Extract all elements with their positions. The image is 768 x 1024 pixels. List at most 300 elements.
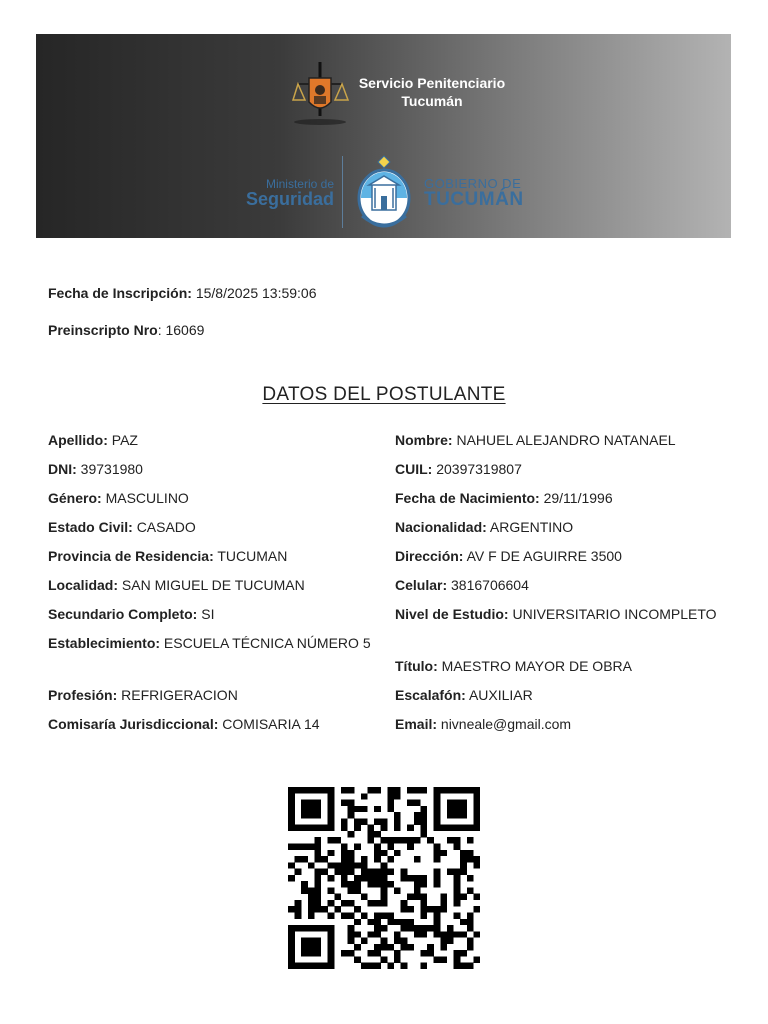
- qr-module: [394, 837, 401, 843]
- qr-module: [447, 800, 454, 806]
- qr-module: [321, 963, 328, 969]
- qr-module: [348, 787, 355, 793]
- field-value: COMISARIA 14: [222, 716, 320, 732]
- field-apellido: [48, 430, 378, 451]
- preregistration-number-value: : 16069: [157, 322, 205, 338]
- qr-module: [467, 787, 474, 793]
- qr-module: [434, 800, 441, 806]
- qr-module: [334, 862, 341, 868]
- qr-module: [374, 869, 381, 875]
- qr-module: [328, 956, 335, 962]
- field-label: Género:: [48, 490, 102, 506]
- qr-module: [321, 906, 328, 912]
- qr-module: [454, 812, 461, 818]
- field-fecha-nacimiento: [395, 488, 725, 509]
- qr-module: [473, 906, 480, 912]
- qr-module: [314, 787, 321, 793]
- qr-module: [440, 944, 447, 950]
- qr-module: [434, 925, 441, 931]
- qr-module: [401, 869, 408, 875]
- field-label: Secundario Completo:: [48, 606, 198, 622]
- qr-module: [301, 787, 308, 793]
- qr-module: [308, 887, 315, 893]
- qr-module: [328, 900, 335, 906]
- logo-divider: [342, 156, 343, 228]
- qr-module: [341, 900, 348, 906]
- qr-module: [295, 869, 302, 875]
- qr-module: [381, 825, 388, 831]
- field-value: AUXILIAR: [468, 687, 533, 703]
- qr-module: [434, 850, 441, 856]
- qr-module: [341, 869, 348, 875]
- qr-module: [401, 925, 408, 931]
- qr-module: [367, 825, 374, 831]
- qr-module: [288, 787, 295, 793]
- qr-module: [295, 913, 302, 919]
- qr-module: [454, 800, 461, 806]
- qr-module: [328, 875, 335, 881]
- qr-module: [314, 825, 321, 831]
- qr-module: [387, 806, 394, 812]
- qr-module: [367, 881, 374, 887]
- qr-module: [348, 806, 355, 812]
- qr-module: [314, 925, 321, 931]
- qr-module: [420, 787, 427, 793]
- qr-module: [473, 818, 480, 824]
- qr-module: [460, 869, 467, 875]
- qr-module: [354, 875, 361, 881]
- qr-module: [394, 818, 401, 824]
- qr-module: [374, 919, 381, 925]
- qr-module: [473, 894, 480, 900]
- qr-module: [361, 875, 368, 881]
- qr-module: [288, 793, 295, 799]
- qr-module: [381, 925, 388, 931]
- qr-module: [434, 906, 441, 912]
- qr-module: [341, 856, 348, 862]
- qr-module: [440, 956, 447, 962]
- qr-module: [334, 837, 341, 843]
- qr-module: [473, 856, 480, 862]
- qr-module: [367, 831, 374, 837]
- qr-module: [460, 862, 467, 868]
- qr-module: [288, 931, 295, 937]
- qr-module: [295, 856, 302, 862]
- qr-module: [454, 887, 461, 893]
- qr-module: [467, 913, 474, 919]
- qr-module: [401, 944, 408, 950]
- qr-module: [361, 963, 368, 969]
- qr-module: [473, 825, 480, 831]
- qr-module: [401, 906, 408, 912]
- qr-module: [328, 963, 335, 969]
- field-value: UNIVERSITARIO INCOMPLETO: [512, 606, 717, 622]
- qr-module: [467, 850, 474, 856]
- qr-module: [314, 856, 321, 862]
- qr-module: [414, 875, 421, 881]
- qr-module: [407, 875, 414, 881]
- field-value: 3816706604: [451, 577, 529, 593]
- qr-module: [387, 787, 394, 793]
- qr-module: [367, 919, 374, 925]
- qr-module: [434, 856, 441, 862]
- qr-module: [447, 931, 454, 937]
- qr-module: [434, 812, 441, 818]
- field-label: Nombre:: [395, 432, 453, 448]
- qr-module: [381, 913, 388, 919]
- qr-module: [414, 812, 421, 818]
- qr-module: [288, 812, 295, 818]
- qr-module: [460, 825, 467, 831]
- qr-module: [328, 950, 335, 956]
- qr-module: [354, 843, 361, 849]
- qr-module: [308, 944, 315, 950]
- qr-module: [341, 950, 348, 956]
- qr-module: [387, 944, 394, 950]
- field-label: Nacionalidad:: [395, 519, 487, 535]
- qr-module: [341, 875, 348, 881]
- qr-module: [467, 925, 474, 931]
- qr-module: [454, 931, 461, 937]
- qr-module: [381, 818, 388, 824]
- field-label: Establecimiento:: [48, 635, 161, 651]
- qr-module: [394, 931, 401, 937]
- qr-module: [381, 944, 388, 950]
- qr-module: [454, 825, 461, 831]
- field-value: TUCUMAN: [217, 548, 288, 564]
- qr-module: [308, 963, 315, 969]
- qr-module: [308, 938, 315, 944]
- qr-module: [420, 818, 427, 824]
- qr-module: [301, 812, 308, 818]
- qr-module: [321, 787, 328, 793]
- qr-module: [314, 875, 321, 881]
- institution-title-line2: Tucumán: [401, 93, 463, 109]
- qr-module: [354, 818, 361, 824]
- qr-module: [288, 818, 295, 824]
- qr-module: [328, 925, 335, 931]
- qr-module: [328, 787, 335, 793]
- qr-module: [407, 837, 414, 843]
- qr-module: [301, 944, 308, 950]
- qr-module: [308, 906, 315, 912]
- qr-module: [301, 950, 308, 956]
- qr-module: [394, 812, 401, 818]
- qr-module: [374, 856, 381, 862]
- qr-module: [401, 919, 408, 925]
- qr-module: [288, 906, 295, 912]
- field-label: Apellido:: [48, 432, 108, 448]
- field-value: nivneale@gmail.com: [440, 716, 572, 732]
- government-label-line2: TUCUMÁN: [424, 189, 524, 210]
- section-title: DATOS DEL POSTULANTE: [262, 384, 506, 405]
- header-banner: [36, 34, 731, 238]
- qr-module: [407, 825, 414, 831]
- field-label: Dirección:: [395, 548, 464, 564]
- qr-module: [447, 869, 454, 875]
- qr-module: [301, 806, 308, 812]
- qr-module: [348, 831, 355, 837]
- qr-module: [454, 956, 461, 962]
- qr-module: [460, 787, 467, 793]
- qr-module: [440, 900, 447, 906]
- qr-module: [321, 869, 328, 875]
- qr-module: [401, 963, 408, 969]
- qr-module: [374, 787, 381, 793]
- qr-module: [354, 931, 361, 937]
- institution-title: [336, 74, 528, 110]
- qr-module: [314, 963, 321, 969]
- ministry-label-line1: Ministerio de: [265, 177, 334, 191]
- qr-module: [387, 881, 394, 887]
- qr-module: [394, 825, 401, 831]
- field-value: CASADO: [136, 519, 196, 535]
- field-value: REFRIGERACION: [121, 687, 238, 703]
- qr-module: [374, 913, 381, 919]
- qr-module: [414, 856, 421, 862]
- qr-module: [374, 900, 381, 906]
- qr-module: [454, 913, 461, 919]
- ministry-label-line2: Seguridad: [245, 189, 334, 209]
- qr-module: [308, 843, 315, 849]
- qr-module: [460, 850, 467, 856]
- qr-module: [328, 837, 335, 843]
- qr-module: [308, 787, 315, 793]
- qr-module: [367, 950, 374, 956]
- qr-module: [374, 950, 381, 956]
- qr-module: [374, 963, 381, 969]
- registration-date-value: 15/8/2025 13:59:06: [195, 285, 317, 301]
- field-value: MASCULINO: [105, 490, 189, 506]
- qr-module: [361, 862, 368, 868]
- qr-module: [460, 856, 467, 862]
- qr-module: [328, 931, 335, 937]
- qr-module: [420, 906, 427, 912]
- qr-module: [407, 925, 414, 931]
- field-label: Fecha de Nacimiento:: [395, 490, 540, 506]
- qr-module: [321, 825, 328, 831]
- qr-module: [454, 787, 461, 793]
- qr-module: [460, 950, 467, 956]
- qr-module: [308, 825, 315, 831]
- qr-module: [473, 956, 480, 962]
- qr-module: [414, 800, 421, 806]
- qr-module: [454, 894, 461, 900]
- qr-module: [401, 875, 408, 881]
- qr-module: [328, 887, 335, 893]
- qr-module: [434, 913, 441, 919]
- qr-module: [374, 806, 381, 812]
- qr-module: [447, 787, 454, 793]
- field-celular: [395, 575, 725, 596]
- qr-module: [387, 793, 394, 799]
- qr-module: [414, 818, 421, 824]
- field-label: Nivel de Estudio:: [395, 606, 509, 622]
- qr-module: [334, 906, 341, 912]
- qr-module: [288, 925, 295, 931]
- qr-module: [447, 825, 454, 831]
- qr-module: [367, 837, 374, 843]
- qr-module: [354, 919, 361, 925]
- qr-module: [348, 856, 355, 862]
- qr-module: [381, 956, 388, 962]
- qr-module: [361, 913, 368, 919]
- qr-module: [440, 894, 447, 900]
- field-nacionalidad: [395, 517, 725, 538]
- qr-module: [314, 800, 321, 806]
- qr-module: [308, 894, 315, 900]
- qr-module: [328, 800, 335, 806]
- field-dni: [48, 459, 378, 480]
- qr-module: [301, 925, 308, 931]
- qr-module: [467, 856, 474, 862]
- qr-module: [354, 906, 361, 912]
- qr-module: [420, 881, 427, 887]
- qr-module: [367, 869, 374, 875]
- field-label: Comisaría Jurisdiccional:: [48, 716, 219, 732]
- qr-module: [348, 881, 355, 887]
- qr-module: [420, 900, 427, 906]
- qr-module: [407, 787, 414, 793]
- tucuman-shield-icon: [354, 154, 414, 232]
- qr-module: [467, 875, 474, 881]
- qr-module: [381, 881, 388, 887]
- qr-module: [381, 850, 388, 856]
- qr-module: [314, 894, 321, 900]
- field-label: Escalafón:: [395, 687, 466, 703]
- field-secundario: [48, 604, 378, 625]
- qr-module: [288, 950, 295, 956]
- qr-module: [407, 906, 414, 912]
- qr-module: [361, 806, 368, 812]
- qr-module: [288, 938, 295, 944]
- qr-module: [387, 919, 394, 925]
- qr-module: [341, 862, 348, 868]
- qr-module: [420, 950, 427, 956]
- qr-module: [467, 919, 474, 925]
- qr-module: [374, 875, 381, 881]
- qr-module: [440, 906, 447, 912]
- qr-module: [328, 812, 335, 818]
- field-value: 29/11/1996: [543, 490, 613, 506]
- field-label: Título:: [395, 658, 438, 674]
- qr-module: [420, 925, 427, 931]
- qr-module: [308, 900, 315, 906]
- qr-module: [367, 900, 374, 906]
- field-establecimiento: [48, 633, 378, 654]
- qr-module: [447, 925, 454, 931]
- qr-module: [414, 881, 421, 887]
- field-nombre: [395, 430, 725, 451]
- qr-module: [367, 931, 374, 937]
- field-label: CUIL:: [395, 461, 433, 477]
- qr-module: [348, 887, 355, 893]
- qr-module: [295, 787, 302, 793]
- qr-module: [314, 843, 321, 849]
- qr-module: [434, 931, 441, 937]
- qr-module: [473, 800, 480, 806]
- qr-module: [420, 913, 427, 919]
- qr-module: [420, 812, 427, 818]
- qr-module: [467, 887, 474, 893]
- qr-module: [354, 862, 361, 868]
- qr-code: [288, 787, 480, 969]
- qr-module: [301, 938, 308, 944]
- government-label-line1: GOBIERNO DE: [424, 176, 522, 191]
- qr-module: [328, 913, 335, 919]
- qr-module: [414, 787, 421, 793]
- qr-module: [434, 881, 441, 887]
- qr-module: [440, 938, 447, 944]
- field-email: [395, 714, 725, 735]
- qr-module: [381, 862, 388, 868]
- qr-module: [454, 875, 461, 881]
- qr-module: [454, 950, 461, 956]
- qr-module: [473, 812, 480, 818]
- qr-module: [381, 900, 388, 906]
- qr-module: [434, 843, 441, 849]
- qr-module: [314, 938, 321, 944]
- qr-module: [367, 963, 374, 969]
- qr-module: [407, 919, 414, 925]
- qr-module: [348, 900, 355, 906]
- qr-module: [407, 894, 414, 900]
- qr-module: [454, 881, 461, 887]
- qr-module: [374, 831, 381, 837]
- preregistration-number-label: Preinscripto Nro: [48, 322, 158, 338]
- qr-module: [381, 837, 388, 843]
- qr-module: [414, 894, 421, 900]
- field-estado-civil: [48, 517, 378, 538]
- qr-module: [427, 950, 434, 956]
- qr-module: [427, 906, 434, 912]
- qr-module: [467, 938, 474, 944]
- field-localidad: [48, 575, 378, 596]
- qr-module: [354, 887, 361, 893]
- qr-module: [407, 800, 414, 806]
- qr-module: [454, 806, 461, 812]
- qr-module: [440, 787, 447, 793]
- qr-module: [288, 800, 295, 806]
- qr-module: [348, 950, 355, 956]
- qr-module: [374, 843, 381, 849]
- qr-module: [473, 862, 480, 868]
- qr-module: [348, 938, 355, 944]
- qr-module: [447, 812, 454, 818]
- qr-module: [328, 938, 335, 944]
- qr-module: [341, 843, 348, 849]
- qr-module: [434, 875, 441, 881]
- registration-date-label: Fecha de Inscripción:: [48, 285, 192, 301]
- field-profesion: [48, 685, 378, 706]
- qr-module: [440, 931, 447, 937]
- qr-module: [295, 963, 302, 969]
- qr-module: [314, 950, 321, 956]
- field-value: ESCUELA TÉCNICA NÚMERO 5: [163, 635, 371, 651]
- qr-module: [401, 837, 408, 843]
- qr-module: [420, 875, 427, 881]
- registration-date: [48, 285, 317, 301]
- field-value: SAN MIGUEL DE TUCUMAN: [121, 577, 305, 593]
- qr-module: [414, 887, 421, 893]
- qr-module: [447, 837, 454, 843]
- qr-module: [314, 881, 321, 887]
- qr-module: [473, 787, 480, 793]
- qr-module: [434, 919, 441, 925]
- qr-module: [374, 925, 381, 931]
- field-genero: [48, 488, 378, 509]
- field-label: DNI:: [48, 461, 77, 477]
